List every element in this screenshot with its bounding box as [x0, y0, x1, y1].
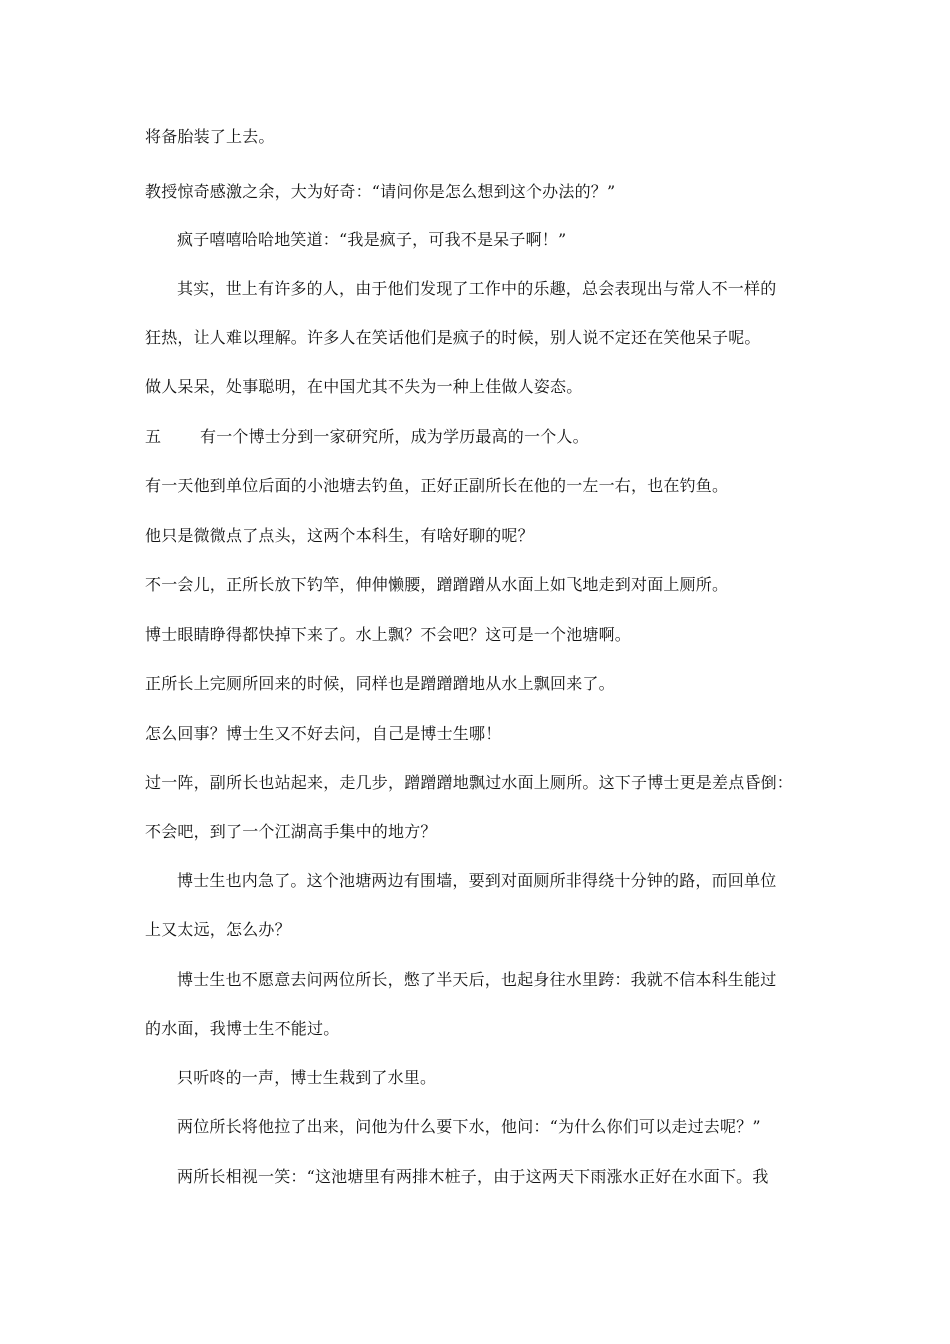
- text-line-4: 其实，世上有许多的人，由于他们发现了工作中的乐趣，总会表现出与常人不一样的: [177, 279, 777, 298]
- text-line-5: 狂热，让人难以理解。许多人在笑话他们是疯子的时候，别人说不定还在笑他呆子呢。: [145, 328, 761, 347]
- section-heading-line: [145, 427, 825, 447]
- text-line-8: 有一天他到单位后面的小池塘去钓鱼，正好正副所长在他的一左一右，也在钓鱼。: [145, 476, 729, 495]
- text-line-21: 两位所长将他拉了出来，问他为什么要下水，他问：“为什么你们可以走过去呢？”: [177, 1117, 761, 1136]
- section-number: 五: [145, 427, 162, 446]
- text-line-6: 做人呆呆，处事聪明，在中国尤其不失为一种上佳做人姿态。: [145, 377, 583, 396]
- text-line-9: 他只是微微点了点头，这两个本科生，有啥好聊的呢？: [145, 526, 534, 545]
- text-line-2: 教授惊奇感激之余，大为好奇：“请问你是怎么想到这个办法的？”: [145, 182, 616, 201]
- text-line-10: 不一会儿，正所长放下钓竿，伸伸懒腰，蹭蹭蹭从水面上如飞地走到对面上厕所。: [145, 575, 729, 594]
- text-line-3: 疯子嘻嘻哈哈地笑道：“我是疯子，可我不是呆子啊！”: [177, 230, 567, 249]
- text-line-18: 博士生也不愿意去问两位所长，憋了半天后，也起身往水里跨：我就不信本科生能过: [177, 970, 777, 989]
- text-line-17: 上又太远，怎么办？: [145, 920, 291, 939]
- text-line-15: 不会吧，到了一个江湖高手集中的地方？: [145, 822, 437, 841]
- text-line-20: 只听咚的一声，博士生栽到了水里。: [177, 1068, 437, 1087]
- text-line-16: 博士生也内急了。这个池塘两边有围墙，要到对面厕所非得绕十分钟的路，而回单位: [177, 871, 777, 890]
- text-line-13: 怎么回事？博士生又不好去问，自己是博士生哪！: [145, 724, 502, 743]
- section-first-sentence: 有一个博士分到一家研究所，成为学历最高的一个人。: [200, 427, 589, 446]
- text-line-12: 正所长上完厕所回来的时候，同样也是蹭蹭蹭地从水上飘回来了。: [145, 674, 615, 693]
- text-line-19: 的水面，我博士生不能过。: [145, 1019, 340, 1038]
- text-line-1: 将备胎装了上去。: [145, 127, 275, 146]
- text-line-11: 博士眼睛睁得都快掉下来了。水上飘？不会吧？这可是一个池塘啊。: [145, 625, 632, 644]
- text-line-22: 两所长相视一笑：“这池塘里有两排木桩子，由于这两天下雨涨水正好在水面下。我: [177, 1167, 769, 1186]
- text-line-14: 过一阵，副所长也站起来，走几步，蹭蹭蹭地飘过水面上厕所。这下子博士更是差点昏倒：: [145, 773, 794, 792]
